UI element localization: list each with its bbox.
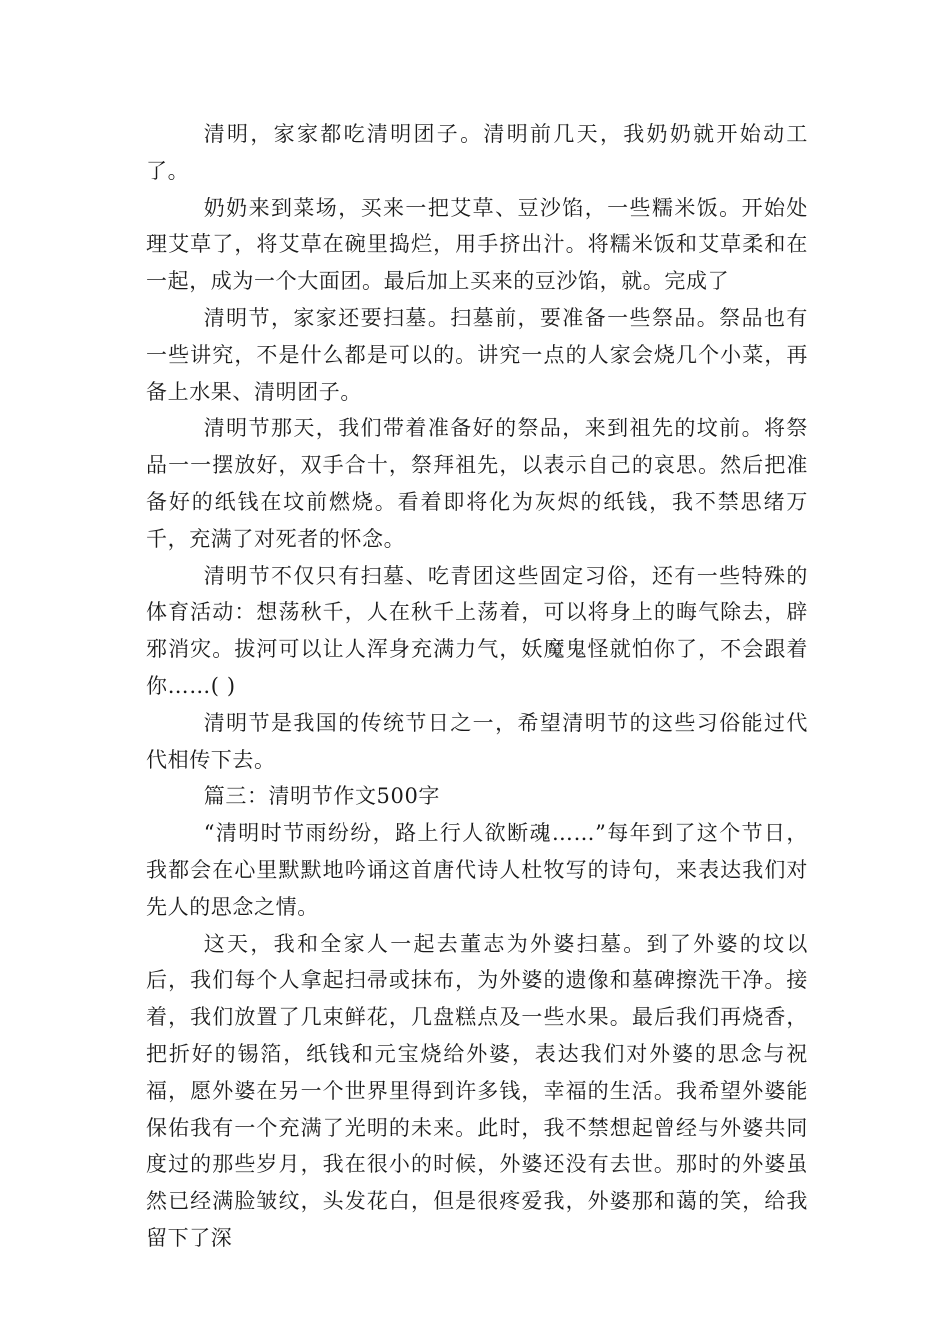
document-body (146, 116, 808, 1257)
paragraph-1: 清明，家家都吃清明团子。清明前几天，我奶奶就开始动工了。 (146, 122, 808, 183)
paragraph-7: “清明时节雨纷纷，路上行人欲断魂……”每年到了这个节日，我都会在心里默默地吟诵这首唐代诗人杜牧写的诗句，来表达我们对先人的思念之情。 (146, 821, 808, 919)
paragraph-8: 这天，我和全家人一起去董志为外婆扫墓。到了外婆的坟以后，我们每个人拿起扫帚或抹布，为外婆的遗像和墓碑擦洗干净。接着，我们放置了几束鲜花，几盘糕点及一些水果。最后我们再烧香，把折好的锡箔，纸钱和元宝烧给外婆，表达我们对外婆的思念与祝福，愿外婆在另一个世界里得到许多钱，幸福的生活。我希望外婆能保佑我有一个充满了光明的未来。此时，我不禁想起曾经与外婆共同度过的那些岁月，我在很小的时候，外婆还没有去世。那时的外婆虽然已经满脸皱纹，头发花白，但是很疼爱我，外婆那和蔼的笑，给我留下了深 (146, 931, 808, 1250)
paragraph-3: 清明节，家家还要扫墓。扫墓前，要准备一些祭品。祭品也有一些讲究，不是什么都是可以的。讲究一点的人家会烧几个小菜，再备上水果、清明团子。 (146, 305, 808, 404)
paragraph-2: 奶奶来到菜场，买来一把艾草、豆沙馅，一些糯米饭。开始处理艾草了，将艾草在碗里捣烂，用手挤出汁。将糯米饭和艾草柔和在一起，成为一个大面团。最后加上买来的豆沙馅，就。完成了 (146, 195, 808, 294)
paragraph-4: 清明节那天，我们带着准备好的祭品，来到祖先的坟前。将祭品一一摆放好，双手合十，祭拜祖先，以表示自己的哀思。然后把准备好的纸钱在坟前燃烧。看着即将化为灰烬的纸钱，我不禁思绪万千，充满了对死者的怀念。 (146, 416, 808, 551)
paragraph-5: 清明节不仅只有扫墓、吃青团这些固定习俗，还有一些特殊的体育活动：想荡秋千，人在秋千上荡着，可以将身上的晦气除去，辟邪消灾。拔河可以让人浑身充满力气，妖魔鬼怪就怕你了，不会跟着你……( ) (146, 563, 808, 698)
paragraph-6: 清明节是我国的传统节日之一，希望清明节的这些习俗能过代代相传下去。 (146, 710, 808, 772)
section-heading: 篇三：清明节作文500字 (203, 784, 441, 809)
